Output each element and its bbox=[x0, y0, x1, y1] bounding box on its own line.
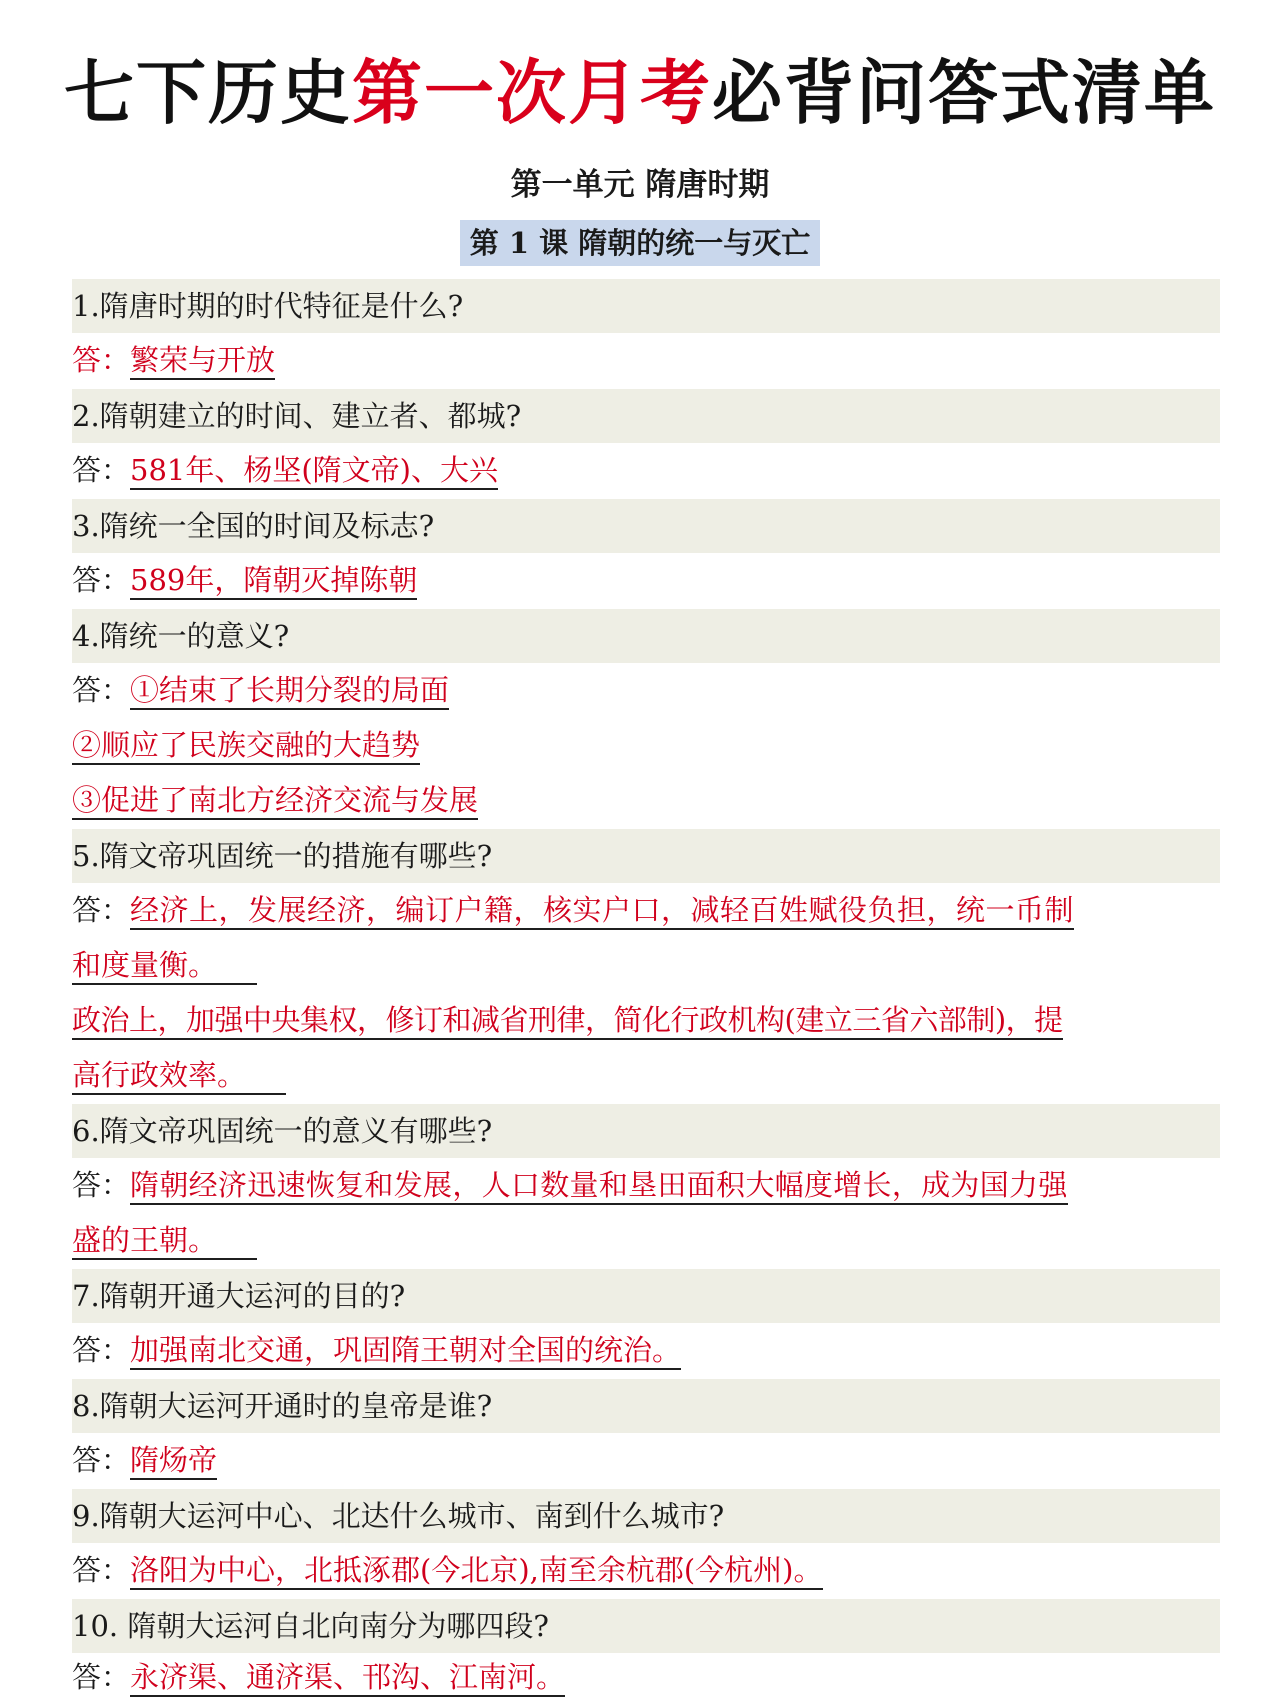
answer-3 bbox=[72, 553, 1220, 607]
question-8: 8.隋朝大运河开通时的皇帝是谁? bbox=[72, 1379, 1220, 1433]
answer-prefix: 答： bbox=[72, 1333, 131, 1367]
answer-5-line-4 bbox=[72, 1048, 1220, 1102]
answer-4-line-2 bbox=[72, 718, 1220, 772]
answer-prefix: 答： bbox=[72, 1660, 131, 1694]
answer-text: 盛的王朝。 bbox=[72, 1223, 257, 1260]
answer-text: ③促进了南北方经济交流与发展 bbox=[72, 783, 478, 820]
answer-text: 洛阳为中心，北抵涿郡(今北京),南至余杭郡(今杭州)。 bbox=[130, 1553, 822, 1590]
answer-prefix: 答： bbox=[72, 343, 131, 377]
lesson-heading: 第 1 课 隋朝的统一与灭亡 bbox=[460, 220, 820, 266]
answer-text: 经济上，发展经济，编订户籍，核实户口，减轻百姓赋役负担，统一币制 bbox=[130, 893, 1074, 930]
answer-text: 隋朝经济迅速恢复和发展，人口数量和垦田面积大幅度增长，成为国力强 bbox=[130, 1168, 1068, 1205]
answer-text: 和度量衡。 bbox=[72, 948, 257, 985]
answer-7 bbox=[72, 1323, 1220, 1377]
question-5: 5.隋文帝巩固统一的措施有哪些? bbox=[72, 829, 1220, 883]
title-part-3: 必背问答式清单 bbox=[712, 52, 1216, 134]
answer-prefix: 答： bbox=[72, 1168, 131, 1202]
question-4: 4.隋统一的意义? bbox=[72, 609, 1220, 663]
question-7: 7.隋朝开通大运河的目的? bbox=[72, 1269, 1220, 1323]
answer-8 bbox=[72, 1433, 1220, 1487]
answer-prefix: 答： bbox=[72, 893, 131, 927]
unit-heading: 第一单元 隋唐时期 bbox=[510, 167, 770, 203]
page-title bbox=[0, 48, 1280, 138]
answer-text: 589年，隋朝灭掉陈朝 bbox=[130, 563, 417, 600]
answer-text: 繁荣与开放 bbox=[130, 343, 275, 380]
answer-prefix: 答： bbox=[72, 563, 131, 597]
question-6: 6.隋文帝巩固统一的意义有哪些? bbox=[72, 1104, 1220, 1158]
answer-1 bbox=[72, 333, 1220, 387]
title-part-1: 七下历史 bbox=[64, 52, 352, 134]
answer-9 bbox=[72, 1543, 1220, 1597]
answer-text: ①结束了长期分裂的局面 bbox=[130, 673, 449, 710]
answer-text: 永济渠、通济渠、邗沟、江南河。 bbox=[130, 1660, 565, 1697]
question-3: 3.隋统一全国的时间及标志? bbox=[72, 499, 1220, 553]
answer-text: 隋炀帝 bbox=[130, 1443, 217, 1480]
answer-prefix: 答： bbox=[72, 1553, 131, 1587]
answer-text: ②顺应了民族交融的大趋势 bbox=[72, 728, 420, 765]
answer-2 bbox=[72, 443, 1220, 497]
question-2: 2.隋朝建立的时间、建立者、都城? bbox=[72, 389, 1220, 443]
answer-6-line-2 bbox=[72, 1213, 1220, 1267]
answer-prefix: 答： bbox=[72, 453, 131, 487]
answer-4-line-1 bbox=[72, 663, 1220, 717]
answer-5-line-2 bbox=[72, 938, 1220, 992]
answer-5-line-3 bbox=[72, 993, 1220, 1047]
answer-text: 581年、杨坚(隋文帝)、大兴 bbox=[130, 453, 498, 490]
answer-text: 高行政效率。 bbox=[72, 1058, 286, 1095]
question-9: 9.隋朝大运河中心、北达什么城市、南到什么城市? bbox=[72, 1489, 1220, 1543]
answer-10 bbox=[72, 1650, 1220, 1704]
answer-6-line-1 bbox=[72, 1158, 1220, 1212]
title-part-2: 第一次月考 bbox=[352, 52, 712, 134]
answer-4-line-3 bbox=[72, 773, 1220, 827]
question-1: 1.隋唐时期的时代特征是什么? bbox=[72, 279, 1220, 333]
answer-prefix: 答： bbox=[72, 1443, 131, 1477]
answer-text: 加强南北交通，巩固隋王朝对全国的统治。 bbox=[130, 1333, 681, 1370]
question-10: 10. 隋朝大运河自北向南分为哪四段? bbox=[72, 1599, 1220, 1653]
answer-text: 政治上，加强中央集权，修订和减省刑律，简化行政机构(建立三省六部制)，提 bbox=[72, 1003, 1063, 1040]
answer-5-line-1 bbox=[72, 883, 1220, 937]
answer-prefix: 答： bbox=[72, 673, 131, 707]
